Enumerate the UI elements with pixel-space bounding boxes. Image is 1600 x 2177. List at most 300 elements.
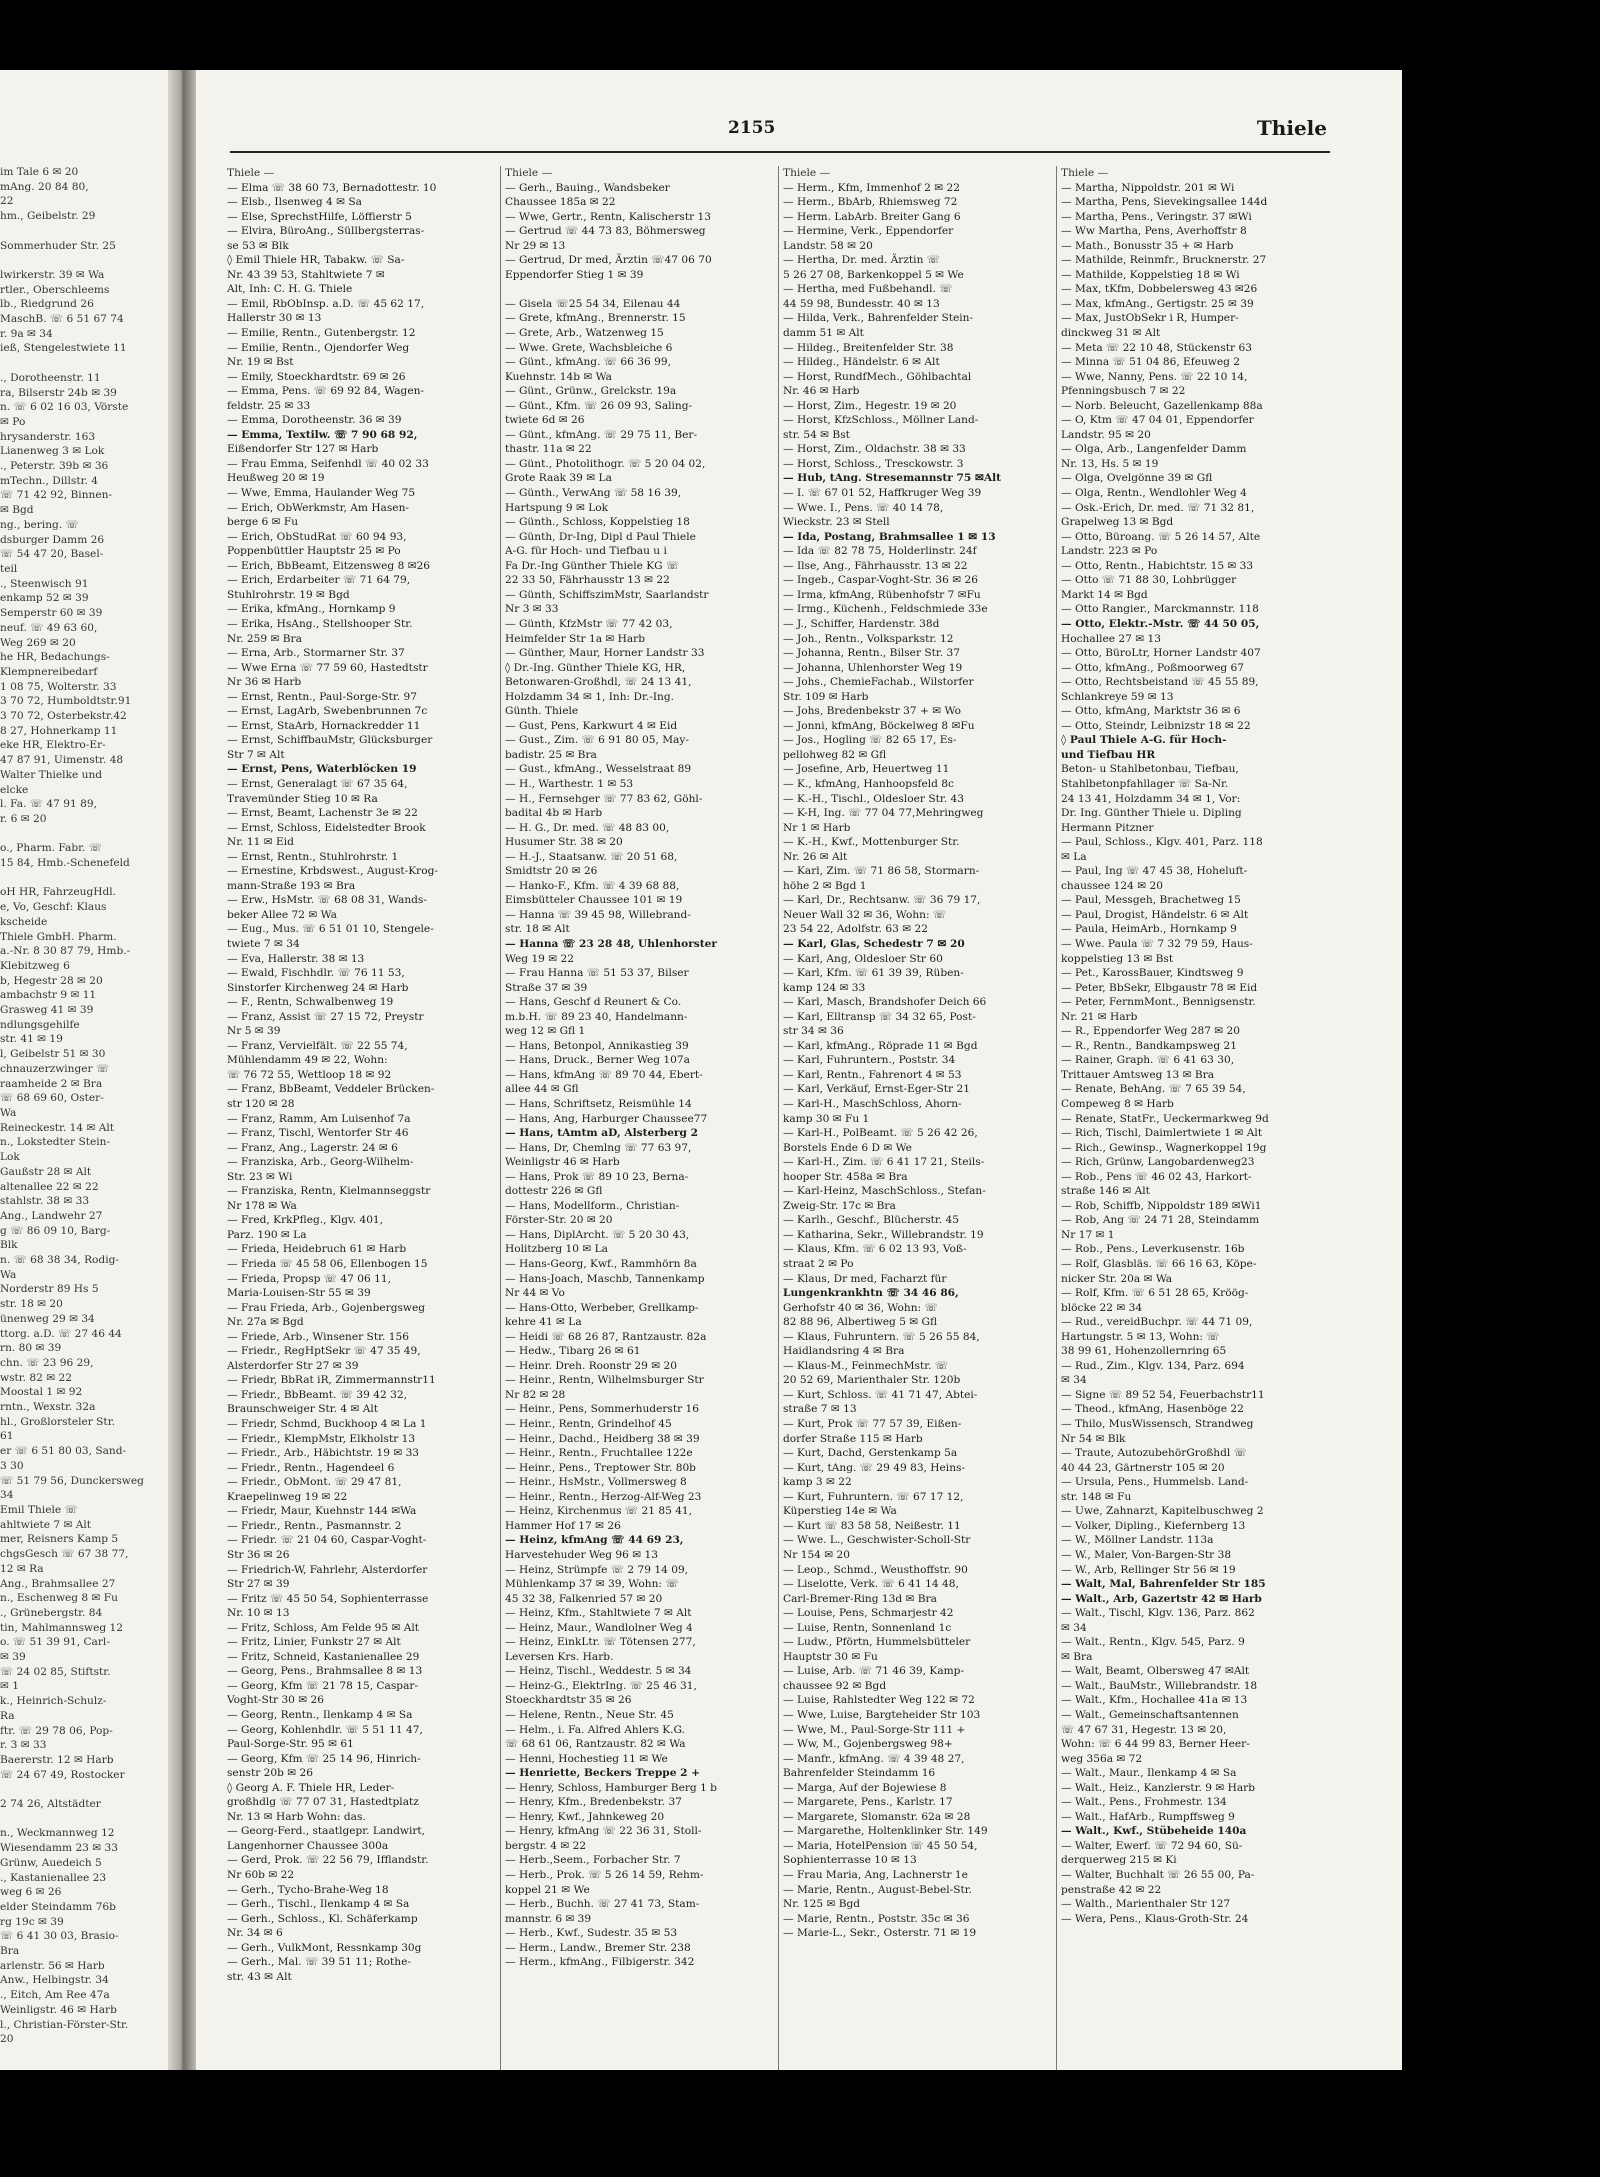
left-fragment-line: ieß, Stengelestwiete 11 [0, 342, 127, 355]
directory-entry-line: Günth. Thiele [505, 705, 579, 718]
directory-entry-line: — Hans, DiplArcht. ☏ 5 20 30 43, [505, 1228, 690, 1241]
directory-entry-line: — Uwe, Zahnarzt, Kapitelbuschweg 2 [1061, 1505, 1264, 1518]
directory-entry-line: str 34 ✉ 36 [783, 1025, 844, 1038]
directory-entry-line: kamp 124 ✉ 33 [783, 981, 866, 994]
directory-entry-line: — Friedr., Arb., Häbichtstr. 19 ✉ 33 [227, 1447, 420, 1460]
directory-entry-line: ✉ 34 [1061, 1374, 1087, 1387]
directory-entry-line: — Heinr., Pens., Treptower Str. 80b [505, 1461, 696, 1474]
directory-entry-line: Alsterdorfer Str 27 ✉ 39 [227, 1359, 359, 1372]
directory-entry-line: — Henry, Kwf., Jahnkeweg 20 [505, 1810, 665, 1823]
directory-entry-line: — Johanna, Rentn., Bilser Str. 37 [783, 647, 960, 660]
directory-entry-line: — Friedr., Rentn., Pasmannstr. 2 [227, 1519, 402, 1532]
book-gutter [168, 70, 196, 2070]
left-fragment-line: MaschB. ☏ 6 51 67 74 [0, 313, 124, 326]
directory-entry-line: — Heinr., Rentn, Grindelhof 45 [505, 1418, 672, 1431]
directory-entry-line: ✉ Bra [1061, 1650, 1093, 1663]
directory-entry-line: — Heinz, Tischl., Weddestr. 5 ✉ 34 [505, 1665, 692, 1678]
directory-entry-line: — Paula, HeimArb., Hornkamp 9 [1061, 923, 1237, 936]
directory-entry-line: — Hans, Druck., Berner Weg 107a [505, 1054, 690, 1067]
directory-entry-line: — Ernst, Schloss, Eidelstedter Brook [227, 821, 426, 834]
left-fragment-line: Thiele GmbH. Pharm. [0, 930, 117, 943]
directory-entry-line: Nr. 125 ✉ Bgd [783, 1898, 861, 1911]
left-fragment-line [0, 224, 166, 239]
directory-entry-line: — Gerh., Tischl., Ilenkamp 4 ✉ Sa [227, 1898, 410, 1911]
left-fragment-line: ttorg. a.D. ☏ 27 46 44 [0, 1327, 122, 1340]
directory-entry-line: ◊ Paul Thiele A-G. für Hoch- [1061, 734, 1227, 747]
left-fragment-line: 3 70 72, Osterbekstr.42 [0, 710, 127, 723]
directory-entry-line: — Otto, kfmAng, Marktstr 36 ✉ 6 [1061, 705, 1241, 718]
directory-entry-line: — Marga, Auf der Bojewiese 8 [783, 1781, 947, 1794]
left-fragment-line: n. ☏ 68 38 34, Rodig- [0, 1254, 119, 1267]
left-fragment-line [0, 871, 166, 886]
left-fragment-line: b, Hegestr 28 ✉ 20 [0, 974, 103, 987]
directory-entry-line: twiete 7 ✉ 34 [227, 937, 300, 950]
directory-entry-line: — Franz, Vervielfält. ☏ 22 55 74, [227, 1039, 408, 1052]
directory-entry-line: — Friedrich-W, Fahrlehr, Alsterdorfer [227, 1563, 428, 1576]
directory-entry-line: Weinligstr 46 ✉ Harb [505, 1156, 620, 1169]
directory-entry-line: thastr. 11a ✉ 22 [505, 443, 592, 456]
left-fragment-line: ☏ 6 41 30 03, Brasio- [0, 1930, 119, 1943]
directory-entry-line: — Walt., Kfm., Hochallee 41a ✉ 13 [1061, 1694, 1248, 1707]
left-fragment-line: Moostal 1 ✉ 92 [0, 1386, 83, 1399]
left-fragment-line: 2 74 26, Altstädter [0, 1798, 101, 1811]
directory-entry-line: — Hans, Geschf d Reunert & Co. [505, 996, 682, 1009]
left-fragment-line: ✉ Bgd [0, 504, 34, 517]
directory-entry-line: — Gust., kfmAng., Wesselstraat 89 [505, 763, 692, 776]
directory-entry-line: — Frau Emma, Seifenhdl ☏ 40 02 33 [227, 457, 429, 470]
directory-entry-line: — Volker, Dipling., Kiefernberg 13 [1061, 1519, 1246, 1532]
directory-entry-line: — Friedr., RegHptSekr ☏ 47 35 49, [227, 1345, 421, 1358]
directory-entry-line: Stoeckhardtstr 35 ✉ 26 [505, 1694, 632, 1707]
directory-entry-line: — Renate, StatFr., Ueckermarkweg 9d [1061, 1112, 1269, 1125]
directory-entry-line: — Jonni, kfmAng, Böckelweg 8 ✉Fu [783, 719, 975, 732]
left-fragment-line: he HR, Bedachungs- [0, 651, 110, 664]
directory-entry-line: — Emma, Pens. ☏ 69 92 84, Wagen- [227, 385, 425, 398]
directory-entry-line: Nr 1 ✉ Harb [783, 821, 851, 834]
directory-entry-line: — Emma, Textilw. ☏ 7 90 68 92, [227, 428, 418, 441]
directory-entry-line: — R., Rentn., Bandkampsweg 21 [1061, 1039, 1237, 1052]
directory-entry-line: — Wwe, Emma, Haulander Weg 75 [227, 487, 416, 500]
directory-entry-line: — Karl, Zim. ☏ 71 86 58, Stormarn- [783, 865, 980, 878]
directory-entry-line: — Paul, Ing ☏ 47 45 38, Hoheluft- [1061, 865, 1248, 878]
directory-entry-line: — Gust., Zim. ☏ 6 91 80 05, May- [505, 734, 689, 747]
directory-entry-line: — Emily, Stoeckhardtstr. 69 ✉ 26 [227, 370, 406, 383]
directory-entry-line: Compeweg 8 ✉ Harb [1061, 1098, 1174, 1110]
directory-entry-line: 5 26 27 08, Barkenkoppel 5 ✉ We [783, 268, 964, 281]
directory-entry-line: — Osk.-Erich, Dr. med. ☏ 71 32 81, [1061, 501, 1255, 514]
directory-entry-line: — Walt, Beamt, Olbersweg 47 ✉Alt [1061, 1665, 1250, 1678]
directory-entry-line: — Heinz-G., ElektrIng. ☏ 25 46 31, [505, 1679, 697, 1692]
left-fragment-line: ., Eitch, Am Ree 47a [0, 1989, 110, 2002]
directory-entry-line: Sophienterrasse 10 ✉ 13 [783, 1854, 917, 1867]
directory-entry-line: — Karl-H., PolBeamt. ☏ 5 26 42 26, [783, 1127, 978, 1140]
directory-entry-line: — Rich, Tischl, Daimlertwiete 1 ✉ Alt [1061, 1127, 1263, 1140]
left-fragment-line: kscheide [0, 915, 48, 928]
directory-entry-line: Nr. 13 ✉ Harb Wohn: das. [227, 1810, 366, 1823]
directory-entry-line: Mühlenkamp 37 ✉ 39, Wohn: ☏ [505, 1578, 679, 1591]
directory-entry-line: — Heinz, Strümpfe ☏ 2 79 14 09, [505, 1563, 689, 1576]
directory-entry-line: — Paul, Drogist, Händelstr. 6 ✉ Alt [1061, 908, 1249, 921]
directory-entry-line: — Horst, RundfMech., Göhlbachtal [783, 370, 972, 383]
directory-entry-line: badistr. 25 ✉ Bra [505, 748, 597, 761]
column-continuation-head: Thiele — [1061, 167, 1109, 179]
left-fragment-line: ☏ 54 47 20, Basel- [0, 548, 104, 561]
directory-entry-line: — Otto, BüroLtr, Horner Landstr 407 [1061, 647, 1261, 660]
directory-entry-line: — Irmg., Küchenh., Feldschmiede 33e [783, 603, 988, 616]
directory-entry-line: Wieckstr. 23 ✉ Stell [783, 516, 890, 529]
directory-entry-line: — Walt., Tischl, Klgv. 136, Parz. 862 [1061, 1607, 1255, 1620]
column-divider [778, 166, 779, 2070]
directory-entry-line: — Georg, Kfm ☏ 25 14 96, Hinrich- [227, 1752, 421, 1765]
directory-entry-line: — F., Rentn, Schwalbenweg 19 [227, 996, 394, 1009]
directory-entry-line: ◊ Dr.-Ing. Günther Thiele KG, HR, [505, 661, 686, 674]
directory-entry-line: — Wwe, Nanny, Pens. ☏ 22 10 14, [1061, 370, 1248, 383]
directory-entry-line: — Walt., Rentn., Klgv. 545, Parz. 9 [1061, 1636, 1245, 1649]
directory-entry-line: — Hans, Modellform., Christian- [505, 1199, 680, 1212]
directory-entry-line: Nr 82 ✉ 28 [505, 1388, 566, 1401]
directory-entry-line: 44 59 98, Bundesstr. 40 ✉ 13 [783, 297, 940, 310]
directory-entry-line: — Frieda, Propsp ☏ 47 06 11, [227, 1272, 391, 1285]
directory-entry-line: dottestr 226 ✉ Gfl [505, 1185, 603, 1198]
directory-entry-line: — Emil, RbObInsp. a.D. ☏ 45 62 17, [227, 297, 425, 310]
left-fragment-line: r. 9a ✉ 34 [0, 327, 53, 340]
left-fragment-line: Klebitzweg 6 [0, 959, 70, 972]
directory-entry-line: — Wwe Erna ☏ 77 59 60, Hastedtstr [227, 661, 428, 674]
directory-entry-line: twiete 6d ✉ 26 [505, 414, 585, 427]
left-fragment-line: Weinligstr. 46 ✉ Harb [0, 2003, 117, 2016]
directory-entry-line: — Grete, kfmAng., Brennerstr. 15 [505, 312, 686, 325]
directory-entry-line: 40 44 23, Gärtnerstr 105 ✉ 20 [1061, 1461, 1225, 1474]
directory-entry-line: — Wwe. Grete, Wachsbleiche 6 [505, 341, 673, 354]
directory-entry-line: — Liselotte, Verk. ☏ 6 41 14 48, [783, 1578, 959, 1591]
left-fragment-line: r. 3 ✉ 33 [0, 1739, 47, 1752]
directory-entry-line: kehre 41 ✉ La [505, 1316, 582, 1329]
left-fragment-line: n., Lokstedter Stein- [0, 1136, 111, 1149]
left-fragment-line: 20 [0, 2033, 14, 2045]
directory-entry-line: ◊ Georg A. F. Thiele HR, Leder- [227, 1781, 395, 1794]
directory-entry-line: m.b.H. ☏ 89 23 40, Handelmann- [505, 1010, 688, 1023]
directory-entry-line: — Walt., Gemeinschaftsantennen [1061, 1708, 1239, 1721]
directory-entry-line: — Günth, Dr-Ing, Dipl d Paul Thiele [505, 530, 696, 543]
directory-entry-line: — Friedr., Rentn., Hagendeel 6 [227, 1461, 395, 1474]
left-fragment-line: Wiesendamm 23 ✉ 33 [0, 1842, 119, 1855]
left-fragment-line: rntn., Wexstr. 32a [0, 1401, 96, 1414]
left-fragment-line: eke HR, Elektro-Er- [0, 739, 106, 752]
directory-entry-line: — Renate, BehAng. ☏ 7 65 39 54, [1061, 1083, 1246, 1096]
directory-entry-line: — Heinr. Dreh. Roonstr 29 ✉ 20 [505, 1359, 677, 1372]
directory-entry-line: — Walth., Marienthaler Str 127 [1061, 1898, 1231, 1911]
directory-entry-line: Heußweg 20 ✉ 19 [227, 472, 325, 485]
directory-entry-line: — Heinr., Pens, Sommerhuderstr 16 [505, 1403, 700, 1416]
directory-entry-line: Hermann Pitzner [1061, 821, 1154, 834]
directory-entry-line: — K.-H., Kwf., Mottenburger Str. [783, 836, 960, 849]
directory-entry-line: — Fritz ☏ 45 50 54, Sophienterrasse [227, 1592, 429, 1605]
directory-entry-line: — Heidi ☏ 68 26 87, Rantzaustr. 82a [505, 1330, 707, 1343]
directory-entry-line: — Else, SprechstHilfe, Löffierstr 5 [227, 210, 412, 223]
directory-entry-line: — Herm., BbArb, Rhiemsweg 72 [783, 196, 958, 209]
directory-entry-line: Nr 54 ✉ Blk [1061, 1432, 1126, 1445]
directory-entry-line: — Peter, FernmMont., Bennigsenstr. [1061, 996, 1256, 1009]
directory-entry-line: weg 12 ✉ Gfl 1 [505, 1025, 586, 1038]
directory-entry-line: — K.-H., Tischl., Oldesloer Str. 43 [783, 792, 964, 805]
directory-entry-line: — Günth, SchiffszimMstr, Saarlandstr [505, 588, 709, 601]
directory-entry-line: — Franz, Assist ☏ 27 15 72, Preystr [227, 1010, 424, 1023]
left-fragment-line: Bra [0, 1945, 20, 1958]
directory-entry-line: — Traute, AutozubehörGroßhdl ☏ [1061, 1447, 1247, 1460]
directory-entry-line: — Helm., i. Fa. Alfred Ahlers K.G. [505, 1723, 685, 1736]
directory-entry-line: — Walt., HafArb., Rumpffsweg 9 [1061, 1810, 1235, 1823]
left-fragment-line: n. ☏ 6 02 16 03, Vörste [0, 401, 129, 414]
directory-entry-line: — H., Warthestr. 1 ✉ 53 [505, 777, 634, 790]
left-fragment-line: weg 6 ✉ 26 [0, 1886, 62, 1899]
directory-entry-line: Str 27 ✉ 39 [227, 1578, 290, 1591]
directory-entry-line: Gerhofstr 40 ✉ 36, Wohn: ☏ [783, 1301, 938, 1314]
directory-entry-line: — Heinz, kfmAng ☏ 44 69 23, [505, 1534, 684, 1547]
left-fragment-line: ng., bering. ☏ [0, 518, 79, 531]
left-fragment-line: str. 18 ✉ 20 [0, 1298, 63, 1311]
directory-entry-line: — Hans, Prok ☏ 89 10 23, Berna- [505, 1170, 689, 1183]
directory-entry-line: beker Allee 72 ✉ Wa [227, 908, 337, 921]
directory-entry-line: — K-H, Ing. ☏ 77 04 77,Mehringweg [783, 807, 984, 820]
directory-entry-line: Nr. 27a ✉ Bgd [227, 1316, 304, 1329]
directory-entry-line: Nr. 21 ✉ Harb [1061, 1010, 1138, 1023]
directory-entry-line: — Gertrud, Dr med, Ärztin ☏47 06 70 [505, 254, 712, 267]
directory-entry-line: Maria-Louisen-Str 55 ✉ 39 [227, 1287, 371, 1300]
directory-entry-line: — Frau Frieda, Arb., Gojenbergsweg [227, 1301, 426, 1314]
directory-entry-line: — Johs, Bredenbekstr 37 + ✉ Wo [783, 705, 962, 718]
left-fragment-line: raamheide 2 ✉ Bra [0, 1077, 103, 1090]
directory-entry-line: Braunschweiger Str. 4 ✉ Alt [227, 1403, 379, 1416]
directory-entry-line: — Margarete, Pens., Karlstr. 17 [783, 1796, 953, 1809]
directory-entry-line: — Walter, Ewerf. ☏ 72 94 60, Sü- [1061, 1839, 1243, 1852]
directory-entry-line: — Hans, Betonpol, Annikastieg 39 [505, 1039, 689, 1052]
left-fragment-line: ., Kastanienallee 23 [0, 1871, 107, 1884]
left-fragment-line: n., Eschenweg 8 ✉ Fu [0, 1592, 118, 1605]
left-fragment-line: hm., Geibelstr. 29 [0, 210, 96, 223]
left-fragment-line: Grünw, Auedeich 5 [0, 1856, 102, 1869]
directory-entry-line: — Walt., Arb, Gazertstr 42 ✉ Harb [1061, 1592, 1262, 1605]
directory-entry-line: — Heinz, Kfm., Stahltwiete 7 ✉ Alt [505, 1607, 692, 1620]
directory-entry-line: Kraepelinweg 19 ✉ 22 [227, 1490, 348, 1503]
directory-entry-line: — Georg, Pens., Brahmsallee 8 ✉ 13 [227, 1665, 423, 1678]
directory-entry-line: koppelstieg 13 ✉ Bst [1061, 952, 1174, 965]
directory-entry-line: — Wwe, Luise, Bargteheider Str 103 [783, 1708, 981, 1721]
directory-entry-line: — Mathilde, Koppelstieg 18 ✉ Wi [1061, 268, 1240, 281]
left-fragment-line: ünenweg 29 ✉ 34 [0, 1312, 95, 1325]
directory-entry-line: — Hertha, Dr. med. Ärztin ☏ [783, 254, 941, 267]
directory-entry-line: — Friedr, BbRat iR, Zimmermannstr11 [227, 1374, 436, 1387]
directory-entry-line: — Minna ☏ 51 04 86, Efeuweg 2 [1061, 356, 1241, 369]
directory-entry-line: — Günt., kfmAng. ☏ 66 36 99, [505, 356, 671, 369]
directory-entry-line: — Erich, ObStudRat ☏ 60 94 93, [227, 530, 407, 543]
directory-entry-line: — Marie, Rentn., Poststr. 35c ✉ 36 [783, 1912, 970, 1925]
left-fragment-line: Ra [0, 1709, 15, 1722]
directory-entry-line: — Gust, Pens, Karkwurt 4 ✉ Eid [505, 719, 678, 732]
directory-entry-line: — R., Eppendorfer Weg 287 ✉ 20 [1061, 1025, 1241, 1038]
left-fragment-line: wstr. 82 ✉ 22 [0, 1371, 72, 1384]
left-fragment-line: str. 41 ✉ 19 [0, 1033, 63, 1046]
left-fragment-line: Anw., Helbingstr. 34 [0, 1974, 109, 1987]
left-fragment-line: lwirkerstr. 39 ✉ Wa [0, 268, 105, 281]
directory-entry-line: — Friedr, Schmd, Buckhoop 4 ✉ La 1 [227, 1418, 427, 1431]
directory-entry-line: — Mathilde, Reinmfr., Brucknerstr. 27 [1061, 254, 1267, 267]
directory-entry-line: — Hans-Otto, Werbeber, Grellkamp- [505, 1301, 699, 1314]
left-fragment-line: ✉ 39 [0, 1651, 26, 1664]
directory-entry-line: — Frau Hanna ☏ 51 53 37, Bilser [505, 967, 689, 980]
left-fragment-line: ☏ 51 79 56, Dunckersweg [0, 1474, 144, 1487]
directory-entry-line: — Klaus, Dr med, Facharzt für [783, 1272, 947, 1285]
directory-entry-line: — Henriette, Beckers Treppe 2 + [505, 1767, 701, 1780]
directory-entry-line: Nr. 259 ✉ Bra [227, 632, 302, 645]
left-fragment-line: e, Vo, Geschf: Klaus [0, 901, 107, 914]
directory-entry-line: — Klaus, Fuhruntern. ☏ 5 26 55 84, [783, 1330, 980, 1343]
directory-entry-line: — Heinz, Maur., Wandlolner Weg 4 [505, 1621, 693, 1634]
directory-entry-line: — Heinr., HsMstr., Vollmersweg 8 [505, 1476, 687, 1489]
directory-entry-line: — Kurt, tAng. ☏ 29 49 83, Heins- [783, 1461, 966, 1474]
directory-entry-line: großhdlg ☏ 77 07 31, Hastedtplatz [227, 1796, 419, 1809]
directory-entry-line: — Elma ☏ 38 60 73, Bernadottestr. 10 [227, 181, 437, 194]
left-fragment-line [0, 1782, 166, 1797]
left-page-fragment [0, 165, 166, 2045]
directory-entry-line: — Hans, Ang, Harburger Chaussee77 [505, 1112, 708, 1125]
directory-column-2 [505, 166, 777, 1970]
directory-entry-line: Betonwaren-Großhdl, ☏ 24 13 41, [505, 676, 692, 689]
left-fragment-line: 22 [0, 195, 14, 208]
left-fragment-line: Wa [0, 1268, 17, 1281]
directory-entry-line: Mühlendamm 49 ✉ 22, Wohn: [227, 1054, 388, 1067]
directory-entry-line: — Wwe. Paula ☏ 7 32 79 59, Haus- [1061, 937, 1253, 950]
left-fragment-line: Walter Thielke und [0, 768, 103, 781]
left-fragment-line: ☏ 71 42 92, Binnen- [0, 489, 113, 502]
left-fragment-line: rn. 80 ✉ 39 [0, 1342, 62, 1355]
directory-entry-line: dinckweg 31 ✉ Alt [1061, 327, 1161, 340]
directory-entry-line: — Ernst, Generalagt ☏ 67 35 64, [227, 777, 408, 790]
directory-entry-line: Bahrenfelder Steindamm 16 [783, 1767, 936, 1780]
directory-entry-line: — Horst, Zim., Oldachstr. 38 ✉ 33 [783, 443, 966, 456]
directory-entry-line: Grapelweg 13 ✉ Bgd [1061, 516, 1174, 529]
directory-entry-line: Holitzberg 10 ✉ La [505, 1243, 608, 1256]
directory-entry-line: Hartspung 9 ✉ Lok [505, 501, 609, 514]
directory-entry-line: — Heinz, EinkLtr. ☏ Tötensen 277, [505, 1636, 696, 1649]
directory-entry-line: — Karl, Kfm. ☏ 61 39 39, Rüben- [783, 967, 964, 980]
directory-entry-line: — Horst, Schloss., Tresckowstr. 3 [783, 457, 964, 470]
directory-entry-line: — Ernst, Rentn., Stuhlrohrstr. 1 [227, 850, 399, 863]
directory-entry-line: — Otto ☏ 71 88 30, Lohbrügger [1061, 574, 1237, 587]
directory-entry-line: weg 356a ✉ 72 [1061, 1752, 1143, 1765]
directory-entry-line: — Gisela ☏25 54 34, Eilenau 44 [505, 297, 681, 310]
directory-entry-line: — Marie, Rentn., August-Bebel-Str. [783, 1883, 973, 1896]
directory-entry-line: — Friedr, Maur, Kuehnstr 144 ✉Wa [227, 1505, 417, 1518]
directory-entry-line: senstr 20b ✉ 26 [227, 1767, 314, 1780]
left-fragment-line: 3 70 72, Humboldtstr.91 [0, 695, 132, 708]
directory-entry-line: Smidtstr 20 ✉ 26 [505, 865, 598, 878]
directory-entry-line: — Maria, HotelPension ☏ 45 50 54, [783, 1839, 978, 1852]
directory-entry-line: ✉ La [1061, 850, 1087, 863]
directory-entry-line: Borstels Ende 6 D ✉ We [783, 1141, 912, 1154]
directory-entry-line: — Marie-L., Sekr., Osterstr. 71 ✉ 19 [783, 1927, 977, 1940]
left-fragment-line: Gaußstr 28 ✉ Alt [0, 1165, 92, 1178]
directory-entry-line: Eimsbütteler Chaussee 101 ✉ 19 [505, 894, 683, 907]
left-fragment-line [0, 253, 166, 268]
directory-entry-line: — Hub, tAng. Stresemannstr 75 ✉Alt [783, 472, 1001, 485]
directory-entry-line: ✉ 34 [1061, 1621, 1087, 1634]
left-fragment-line: ☏ 68 69 60, Oster- [0, 1092, 104, 1105]
left-fragment-line: 61 [0, 1430, 14, 1443]
directory-entry-line: — Karl-Heinz, MaschSchloss., Stefan- [783, 1185, 986, 1198]
directory-entry-line: Zweig-Str. 17c ✉ Bra [783, 1199, 896, 1212]
directory-entry-line: Langenhorner Chaussee 300a [227, 1839, 389, 1852]
directory-entry-line: — Rob., Pens ☏ 46 02 43, Harkort- [1061, 1170, 1252, 1183]
directory-entry-line: — Günt., kfmAng. ☏ 29 75 11, Ber- [505, 428, 698, 441]
directory-entry-line: — Franziska, Arb., Georg-Wilhelm- [227, 1156, 414, 1169]
directory-entry-line: Fa Dr.-Ing Günther Thiele KG ☏ [505, 559, 680, 572]
directory-entry-line: Landstr. 223 ✉ Po [1061, 545, 1158, 558]
directory-entry-line: penstraße 42 ✉ 22 [1061, 1883, 1162, 1896]
directory-entry-line: Nr 29 ✉ 13 [505, 239, 566, 252]
directory-entry-line: — Olga, Arb., Langenfelder Damm [1061, 443, 1247, 456]
directory-entry-line: — Johs., ChemieFachab., Wilstorfer [783, 676, 974, 689]
directory-entry-line: — Luise, Rentn, Sonnenland 1c [783, 1621, 952, 1634]
left-fragment-line: chn. ☏ 23 96 29, [0, 1356, 94, 1369]
directory-entry-line: und Tiefbau HR [1061, 748, 1156, 761]
directory-entry-line: — Hanna ☏ 23 28 48, Uhlenhorster [505, 937, 717, 950]
directory-entry-line: kamp 3 ✉ 22 [783, 1476, 852, 1489]
directory-entry-line: — Rolf, Kfm. ☏ 6 51 28 65, Kröög- [1061, 1287, 1249, 1300]
directory-entry-line: — Gertrud ☏ 44 73 83, Böhmersweg [505, 225, 706, 238]
directory-entry-line: — Ernst, Rentn., Paul-Sorge-Str. 97 [227, 690, 417, 703]
directory-entry-line: — Hermine, Verk., Eppendorfer [783, 225, 954, 238]
left-fragment-line: n., Weckmannweg 12 [0, 1827, 115, 1840]
directory-entry-line: — Hanko-F., Kfm. ☏ 4 39 68 88, [505, 879, 680, 892]
directory-entry-line: — Franz, Tischl, Wentorfer Str 46 [227, 1127, 409, 1140]
left-fragment-line: arlenstr. 56 ✉ Harb [0, 1959, 105, 1972]
directory-entry-line: — Leop., Schmd., Weusthoffstr. 90 [783, 1563, 968, 1576]
directory-entry-line: — Henni, Hochestieg 11 ✉ We [505, 1752, 668, 1765]
directory-entry-line: koppel 21 ✉ We [505, 1883, 590, 1896]
directory-entry-line: — Ernst, LagArb, Swebenbrunnen 7c [227, 705, 428, 718]
directory-entry-line: — Erw., HsMstr. ☏ 68 08 31, Wands- [227, 894, 427, 907]
directory-entry-line: — Erika, kfmAng., Hornkamp 9 [227, 603, 396, 616]
directory-page [205, 70, 1345, 2070]
directory-entry-line: Eißendorfer Str 127 ✉ Harb [227, 443, 379, 456]
directory-entry-line: — Horst, KfzSchloss., Möllner Land- [783, 414, 979, 427]
directory-entry-line: — Heinz, Kirchenmus ☏ 21 85 41, [505, 1505, 693, 1518]
directory-entry-line: — W., Arb, Rellinger Str 56 ✉ 19 [1061, 1563, 1236, 1576]
directory-entry-line: — Elvira, BüroAng., Süllbergsterras- [227, 225, 425, 238]
left-fragment-line: 1 08 75, Wolterstr. 33 [0, 680, 117, 693]
left-fragment-line: Blk [0, 1239, 18, 1252]
directory-entry-line: Carl-Bremer-Ring 13d ✉ Bra [783, 1592, 937, 1605]
directory-entry-line: Nr. 19 ✉ Bst [227, 356, 294, 369]
directory-entry-line: chaussee 92 ✉ Bgd [783, 1679, 887, 1692]
directory-entry-line: — W., Maler, Von-Bargen-Str 38 [1061, 1548, 1232, 1561]
directory-entry-line: Grote Raak 39 ✉ La [505, 472, 612, 485]
directory-entry-line: Landstr. 95 ✉ 20 [1061, 428, 1151, 441]
directory-entry-line: — Herm. LabArb. Breiter Gang 6 [783, 210, 961, 223]
directory-entry-line: Leversen Krs. Harb. [505, 1650, 614, 1663]
directory-entry-line: — Ernst, Beamt, Lachenstr 3e ✉ 22 [227, 807, 418, 820]
directory-entry-line: — Günth., VerwAng ☏ 58 16 39, [505, 487, 682, 500]
directory-entry-line: Nr 154 ✉ 20 [783, 1548, 851, 1561]
left-fragment-line: 3 30 [0, 1459, 24, 1472]
directory-entry-line: — Frieda ☏ 45 58 06, Ellenbogen 15 [227, 1258, 428, 1271]
directory-column-3 [783, 166, 1055, 1941]
left-fragment-line: lb., Riedgrund 26 [0, 298, 94, 311]
directory-entry-line: Wohn: ☏ 6 44 99 83, Berner Heer- [1061, 1738, 1250, 1751]
left-fragment-line: tin, Mahlmannsweg 12 [0, 1621, 123, 1634]
left-fragment-line: Weg 269 ✉ 20 [0, 636, 76, 649]
directory-column-4 [1061, 166, 1333, 1926]
